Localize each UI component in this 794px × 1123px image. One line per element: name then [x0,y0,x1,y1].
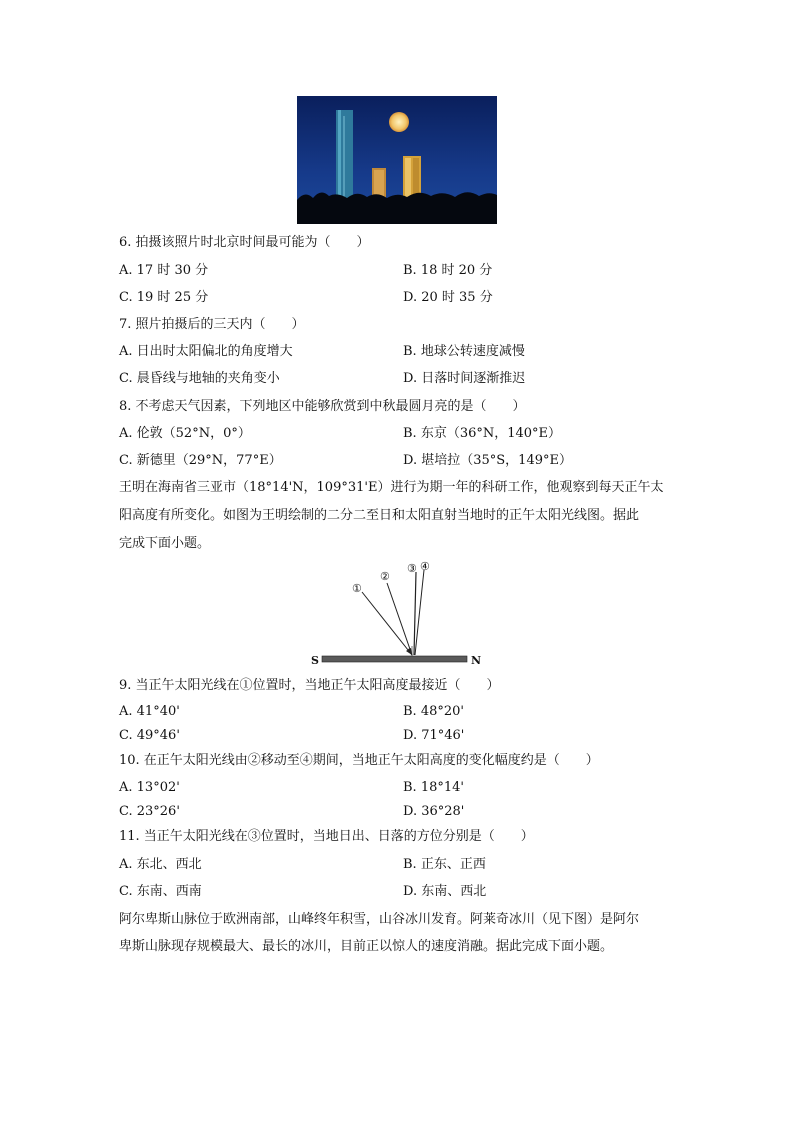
ray-3 [414,572,416,655]
q9-option-c: C. 49°46' [119,728,180,743]
q8-option-b: B. 东京（36°N，140°E） [403,426,562,441]
label-ray-3: ③ [407,562,417,575]
question-8-stem: 8. 不考虑天气因素，下列地区中能够欣赏到中秋最圆月亮的是（ ） [119,399,526,414]
passage-2-line-2: 卑斯山脉现存规模最大、最长的冰川，目前正以惊人的速度消融。据此完成下面小题。 [119,939,614,954]
passage-1-line-2: 阳高度有所变化。如图为王明绘制的二分二至日和太阳直射当地时的正午太阳光线图。据此 [119,508,640,523]
q11-option-a: A. 东北、西北 [119,857,202,872]
ray-1 [362,592,412,655]
passage-2-line-1: 阿尔卑斯山脉位于欧洲南部，山峰终年积雪，山谷冰川发育。阿莱奇冰川（见下图）是阿尔 [119,912,640,927]
label-ray-4: ④ [420,560,430,573]
label-south: S [311,654,319,667]
q6-option-c: C. 19 时 25 分 [119,290,209,305]
ray-2 [387,583,412,655]
q9-option-d: D. 71°46' [403,728,465,743]
passage-1-line-1: 王明在海南省三亚市（18°14'N，109°31'E）进行为期一年的科研工作，他观察到每天正午太 [119,480,664,495]
full-moon [389,112,409,132]
question-6-stem: 6. 拍摄该照片时北京时间最可能为（ ） [119,235,370,250]
treeline [297,192,497,224]
question-10-stem: 10. 在正午太阳光线由②移动至④期间，当地正午太阳高度的变化幅度约是（ ） [119,753,599,768]
ray-4 [415,570,424,655]
q7-option-d: D. 日落时间逐渐推迟 [403,371,526,386]
q11-option-c: C. 东南、西南 [119,884,202,899]
q10-option-d: D. 36°28' [403,804,465,819]
q11-option-d: D. 东南、西北 [403,884,487,899]
q10-option-a: A. 13°02' [119,780,180,795]
question-11-stem: 11. 当正午太阳光线在③位置时，当地日出、日落的方位分别是（ ） [119,829,534,844]
moon-skyline-photo [297,96,497,224]
q11-option-b: B. 正东、正西 [403,857,486,872]
question-7-stem: 7. 照片拍摄后的三天内（ ） [119,317,305,332]
q6-option-b: B. 18 时 20 分 [403,263,493,278]
q8-option-d: D. 堪培拉（35°S，149°E） [403,453,572,468]
label-ray-1: ① [352,582,362,595]
q10-option-b: B. 18°14' [403,780,464,795]
q8-option-a: A. 伦敦（52°N，0°） [119,426,251,441]
q6-option-d: D. 20 时 35 分 [403,290,493,305]
skyline-illustration [297,96,497,224]
passage-1-line-3: 完成下面小题。 [119,536,211,551]
ground-bar [322,656,467,662]
q6-option-a: A. 17 时 30 分 [119,263,209,278]
q7-option-c: C. 晨昏线与地轴的夹角变小 [119,371,280,386]
q10-option-c: C. 23°26' [119,804,180,819]
q9-option-a: A. 41°40' [119,704,180,719]
label-north: N [471,654,482,667]
q7-option-b: B. 地球公转速度减慢 [403,344,525,359]
q7-option-a: A. 日出时太阳偏北的角度增大 [119,344,293,359]
label-ray-2: ② [380,570,390,583]
question-9-stem: 9. 当正午太阳光线在①位置时，当地正午太阳高度最接近（ ） [119,678,500,693]
noon-sun-ray-diagram [300,556,500,670]
q8-option-c: C. 新德里（29°N，77°E） [119,453,282,468]
q9-option-b: B. 48°20' [403,704,464,719]
